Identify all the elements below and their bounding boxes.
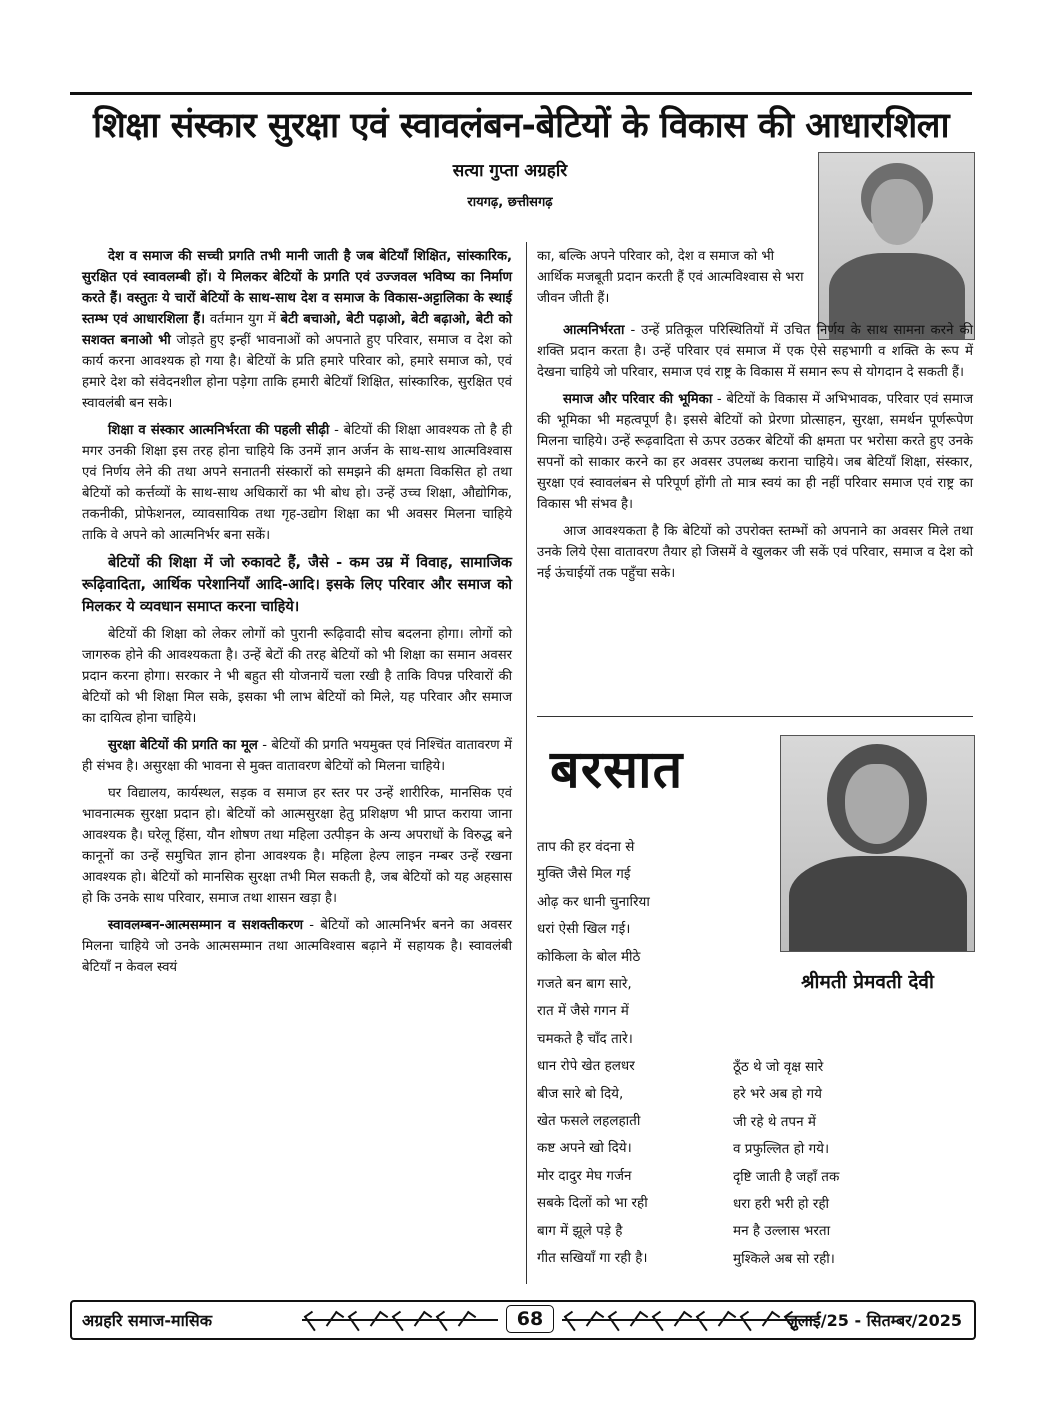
paragraph: बेटियों की शिक्षा को लेकर लोगों को पुरानी रूढ़िवादी सोच बदलना होगा। लोगों को जागरुक होने की आवश्यकता है। उन्हें बेटों की तरह बेटियों को भी शिक्षा का समान अवसर प्रदान करना होगा। सरकार ने भी बहुत सी योजनायें चला रखी है ताकि विपन्न परिवारों की बेटियों को भी शिक्षा मिल सके, इसका भी लाभ बेटियों को मिले, यह परिवार और समाज का दायित्व होना चाहिये। [82,627,512,726]
paragraph: घर विद्यालय, कार्यस्थल, सड़क व समाज हर स्तर पर उन्हें शारीरिक, मानसिक एवं भावनात्मक सुरक्षा प्रदान हो। बेटियों को आत्मसुरक्षा हेतु प्रशिक्षण भी प्राप्त कराया जाना आवश्यक है। घरेलू हिंसा, यौन शोषण तथा महिला उत्पीड़न के अन्य अपराधों के विरुद्ध बने कानूनों का उन्हें समुचित ज्ञान होना आवश्यक है। महिला हेल्प लाइन नम्बर उन्हें रखना आवश्यक हो। बेटियों को मानसिक सुरक्षा तभी मिल सकती है, जब बेटियों को यह अहसास हो कि उनके साथ परिवार, समाज तथा शासन खड़ा है। [82,786,512,906]
poem-line: हरे भरे अब हो गये [733,1086,822,1103]
poem-line: मोर दादुर मेघ गर्जन [537,1167,632,1184]
poem-line: ताप की हर वंदना से [537,839,635,855]
leaf-icon [652,1311,671,1331]
section-heading: आत्मनिर्भरता [563,323,625,338]
author-name: सत्या गुप्ता अग्रहरि [452,161,568,181]
column-divider [526,242,527,1284]
section-heading: शिक्षा व संस्कार आत्मनिर्भरता की पहली सीढ़ी [108,423,330,438]
paragraph: - बेटियों को आत्मनिर्भर बनने का अवसर मिलना चाहिये जो उनके आत्मसम्मान तथा आत्मविश्वास बढ़ाने में सहायक है। स्वावलंबी बेटियाँ न केवल स्वयं [82,918,512,975]
leaf-icon [348,1311,367,1331]
poem-line: धरां ऐसी खिल गई। [537,921,631,938]
paragraph: - बेटियों की प्रगति भयमुक्त एवं निश्चिंत वातावरण में ही संभव है। असुरक्षा की भावना से मुक्त वातावरण बेटियों को मिलना चाहिये। [82,738,512,774]
poem-title: बरसात [550,740,684,800]
poem-line: बीज सारे बो दिये, [537,1085,624,1102]
leaf-icon [370,1311,389,1331]
section-heading: स्वावलम्बन-आत्मसम्मान व सशक्तीकरण [108,918,303,933]
paragraph-bold: बेटियों की शिक्षा में जो रुकावटे हैं, जैसे - कम उम्र में विवाह, सामाजिक रूढ़िवादिता, आर्थिक परेशानियाँ आदि-आदि। इसके लिए परिवार और समाज को मिलकर ये व्यवधान समाप्त करना चाहिये। [82,555,512,615]
leaf-icon [762,1311,781,1331]
poem-line: रात में जैसे गगन में [537,1003,629,1020]
paragraph: का, बल्कि अपने परिवार को, देश व समाज को भी आर्थिक मजबूती प्रदान करती हैं एवं आत्मविश्वास से भरा जीवन जीती हैं। [537,249,804,306]
poem-stanza-right [733,1054,839,1273]
slogan-text: बेटी बचाओ, बेटी पढ़ाओ, बेटी बढ़ाओ, बेटी को सशक्त बनाओ भी [82,312,513,348]
paragraph: - बेटियों के विकास में अभिभावक, परिवार एवं समाज की भूमिका भी महत्वपूर्ण है। इससे बेटियों को प्रेरणा प्रोत्साहन, सुरक्षा, समर्थन पूर्णरूपेण मिलना चाहिये। उन्हें रूढ़वादिता से ऊपर उठकर बेटियों की क्षमता पर भरोसा करते हुए उनके सपनों को साकार करने का हर अवसर उपलब्ध कराना चाहिये। जब बेटियाँ शिक्षा, संस्कार, सुरक्षा एवं स्वावलंबन से परिपूर्ण होंगी तो मात्र स्वयं का ही नहीं परिवार समाज एवं राष्ट्र का विकास भी संभव है। [537,392,973,512]
leaf-icon [608,1311,627,1331]
section-divider [537,716,973,717]
article-column-left [82,246,512,984]
intro-text-d: जोड़ते हुए इन्हीं भावनाओं को अपनाते हुए परिवार, समाज व देश को कार्य करना आवश्यक हो गया है। बेटियों के प्रति हमारे परिवार को, हमारे समाज को, एवं हमारे देश को संवेदनशील होना पड़ेगा ताकि हमारी बेटियाँ शिक्षित, सांस्कारिक, सुरक्षित एवं स्वावलंबी बन सके। [82,333,512,411]
paragraph: आज आवश्यकता है कि बेटियों को उपरोक्त स्तम्भों को अपनाने का अवसर मिले तथा उनके लिये ऐसा वातावरण तैयार हो जिसमें वे खुलकर जी सकें एवं परिवार, समाज व देश को नई ऊंचाईयों तक पहुँचा सके। [537,524,973,581]
leaf-icon [696,1311,715,1331]
leaf-icon [674,1311,693,1331]
magazine-name: अग्रहरि समाज-मासिक [82,1311,213,1330]
poem-stanza-left [537,834,650,1273]
poem-line: कोकिला के बोल मीठे [537,948,641,965]
issue-date: जुलाई/25 - सितम्बर/2025 [786,1311,962,1330]
leaf-icon [414,1311,433,1331]
poem-line: खेत फसले लहलहाती [537,1113,641,1130]
poem-line: सबके दिलों को भा रही [537,1195,648,1212]
poem-line: ठूँठ थे जो वृक्ष सारे [733,1059,824,1075]
page-footer [70,1300,976,1340]
poem-line: चमकते है चाँद तारे। [537,1030,633,1047]
section-heading: समाज और परिवार की भूमिका [563,392,713,407]
author-photo [818,152,975,340]
leaf-icon [564,1311,583,1331]
section-heading: सुरक्षा बेटियों की प्रगति का मूल [108,738,258,753]
intro-text-b: वर्तमान युग में [205,312,281,327]
poem-line: मुक्ति जैसे मिल गई [537,866,631,883]
paragraph: - उन्हें प्रतिकूल परिस्थितियों में उचित निर्णय के साथ सामना करने की शक्ति प्रदान करता है। उन्हें परिवार एवं समाज में एक ऐसे सहभागी व शक्ति के रूप में देखना चाहिये जो परिवार, समाज एवं राष्ट्र के विकास में समान रूप से योगदान दे सकती हैं। [537,323,973,380]
poet-name: श्रीमती प्रेमवती देवी [801,971,934,993]
top-rule [70,92,972,95]
article-column-right-top [537,246,809,315]
leaf-icon [458,1311,477,1331]
intro-text: देश व समाज की सच्ची प्रगति तभी मानी जाती है जब बेटियाँ शिक्षित, सांस्कारिक, सुरक्षित एवं स्वावलम्बी हों। ये मिलकर बेटियों के प्रगति एवं उज्जवल भविष्य का निर्माण करते हैं। वस्तुतः ये चारों बेटियों के साथ-साथ देश व समाज के विकास-अट्टालिका के स्थाई स्तम्भ एवं आधारशिला हैं। [82,249,512,327]
poem-line: धरा हरी भरी हो रही [733,1196,830,1213]
leaf-icon [392,1311,411,1331]
poem-line: व प्रफुल्लित हो गये। [733,1141,830,1158]
poem-line: जी रहे थे तपन में [733,1113,816,1130]
author-place: रायगढ़, छत्तीसगढ़ [467,195,553,210]
page-number: 68 [506,1305,554,1333]
poem-line: गीत सखियाँ गा रही है। [537,1250,648,1267]
leaf-icon [630,1311,649,1331]
poem-line: बाग में झूले पड़े है [537,1222,623,1239]
article-column-right [537,320,973,590]
article-title: शिक्षा संस्कार सुरक्षा एवं स्वावलंबन-बेटियों के विकास की आधारशिला [92,106,950,146]
poem-line: दृष्टि जाती है जहाँ तक [733,1168,840,1185]
leaf-icon [586,1311,605,1331]
leaf-icon [740,1311,759,1331]
leaf-icon [326,1311,345,1331]
poem-line: मुश्किले अब सो रही। [733,1250,835,1267]
poem-line: धान रोपे खेत हलधर [537,1058,635,1075]
poem-line: गजते बन बाग सारे, [537,976,632,993]
leaf-icon [304,1311,323,1331]
poem-line: ओढ़ कर धानी चुनारिया [537,893,650,910]
poem-line: मन है उल्लास भरता [733,1223,831,1240]
poet-photo [780,735,975,952]
leaf-icon [436,1311,455,1331]
paragraph: - बेटियों की शिक्षा आवश्यक तो है ही मगर उनकी शिक्षा इस तरह होना चाहिये कि उनमें ज्ञान अर्जन के साथ-साथ आत्मविश्वास एवं निर्णय लेने की तथा अपने सनातनी संस्कारों को समझने की क्षमता विकसित हो तथा बेटियों को कर्त्तव्यों के साथ-साथ अधिकारों का भी बोध हो। उन्हें उच्च शिक्षा, औद्योगिक, तकनीकी, प्रोफेशनल, व्यावसायिक तथा गृह-उद्योग शिक्षा का भी अवसर मिलना चाहिये ताकि वे अपने को आत्मनिर्भर बना सकें। [82,423,513,543]
poem-line: कष्ट अपने खो दिये। [537,1140,632,1157]
leaf-icon [718,1311,737,1331]
